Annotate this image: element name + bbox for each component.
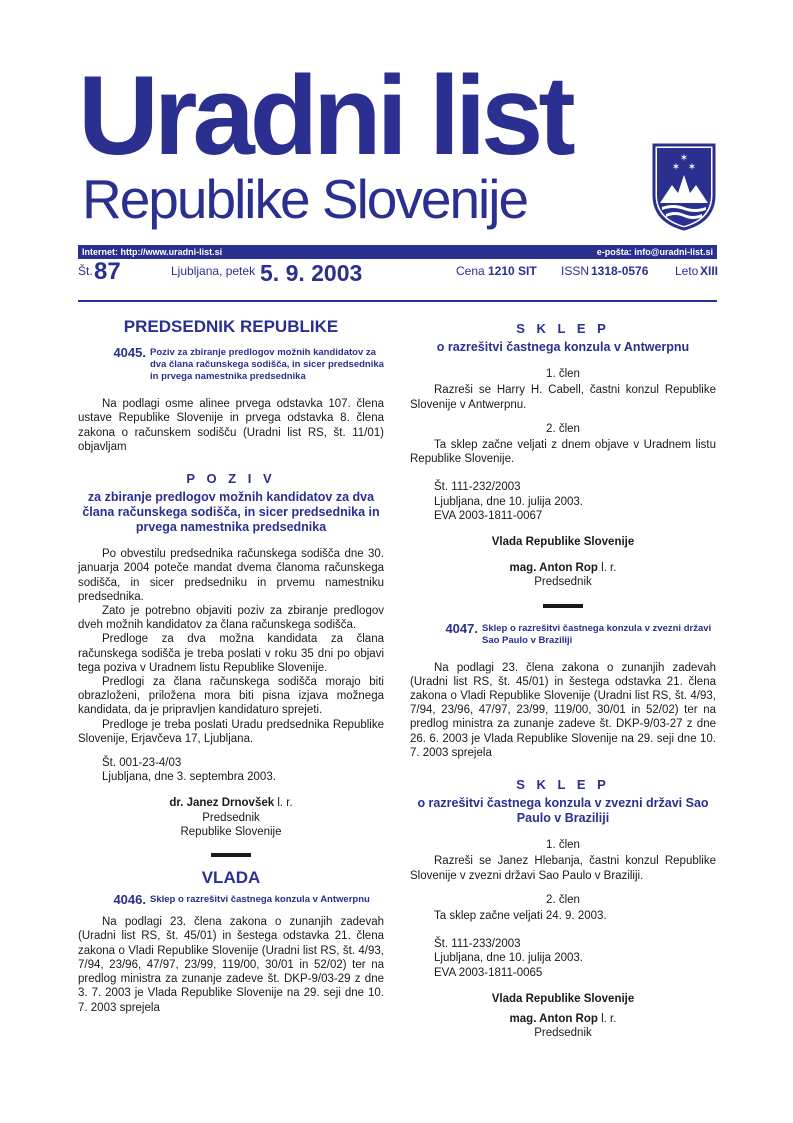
signatory-role: Predsednik	[202, 811, 260, 824]
signature	[78, 796, 384, 839]
signatory-lr: l. r.	[597, 562, 617, 575]
section-title-government: VLADA	[201, 868, 261, 888]
entry-number: 4047.	[445, 620, 478, 636]
email-link[interactable]: e-pošta: info@uradni-list.si	[596, 247, 713, 257]
issn-value: 1318-0576	[591, 264, 649, 278]
signatory-name: dr. Janez Drnovšek	[169, 797, 275, 810]
reference-eva: EVA 2003-1811-0065	[434, 966, 543, 979]
issue-number-label: Št.	[78, 264, 93, 278]
left-column	[78, 318, 384, 1015]
government-signature: Vlada Republike Slovenije	[491, 992, 635, 1005]
issue-number: 87	[94, 258, 121, 285]
masthead-subtitle: Republike Slovenije	[82, 168, 528, 230]
entry-title: Poziv za zbiranje predlogov možnih kandidatov za dva člana računskega sodišča, in sicer predsednika in prvega namestnika predsednika	[150, 347, 384, 383]
svg-text:✶: ✶	[687, 162, 697, 173]
entry-number: 4045.	[113, 345, 146, 361]
issue-line	[78, 258, 719, 292]
reference-block	[78, 756, 384, 784]
intro-paragraph: Na podlagi osme alinee prvega odstavka 107. člena ustave Republike Slovenije in prvega odstavka 8. člena zakona o računskem sodišču (Uradni list RS, št. 11/01) objavljam	[78, 398, 384, 453]
reference-block	[410, 480, 716, 523]
reference-date: Ljubljana, dne 10. julija 2003.	[434, 952, 583, 965]
paragraph: Na podlagi 23. člena zakona o zunanjih zadevah (Uradni list RS, št. 45/01) in šestega odstavka 21. člena zakona o Vladi Republike Slovenije (Uradni list RS, št. 4/93, 7/94, 23/96, 47/97, 23/99, 119/00, 30/01 in 52/02) ter na predlog ministra za zunanje zadeve št. DKP-9/03-29 z dne 3. 7. 2003 je Vlada Republike Slovenije na 29. seji dne 10. 7. 2003 sprejela	[78, 916, 384, 1014]
sklep-subtitle: o razrešitvi častnega konzula v zvezni državi Sao Paulo v Braziliji	[417, 796, 709, 826]
signatory-name: mag. Anton Rop	[509, 1013, 598, 1026]
svg-text:✶: ✶	[671, 162, 681, 173]
entry-4046[interactable]	[78, 893, 384, 907]
paragraph: Zato je potrebno objaviti poziv za zbiranje predlogov dveh možnih kandidatov za člana računskega sodišča.	[78, 605, 384, 632]
reference-block	[410, 937, 716, 980]
signatory-role: Predsednik	[534, 1027, 592, 1040]
issn-label: ISSN	[561, 264, 590, 278]
section-title-president: PREDSEDNIK REPUBLIKE	[123, 317, 339, 336]
masthead-title: Uradni list	[78, 53, 571, 178]
header-rule	[78, 300, 717, 302]
paragraph: Razreši se Harry H. Cabell, častni konzul Republike Slovenije v Antwerpnu.	[410, 384, 716, 411]
coat-of-arms-icon	[652, 143, 716, 231]
price-value: 1210 SIT	[488, 264, 537, 278]
paragraph: Predloge je treba poslati Uradu predsednika Republike Slovenije, Erjavčeva 17, Ljubljana.	[78, 718, 384, 745]
poziv-subtitle: za zbiranje predlogov možnih kandidatov za dva člana računskega sodišča, in sicer predsednika in prvega namestnika predsednika	[82, 490, 380, 535]
paragraph: Predlogi za člana računskega sodišča morajo biti obrazloženi, priložena mora biti pisna izjava možnega kandidata, da je pripravljen kandidaturo sprejeti.	[78, 676, 384, 717]
issue-date: 5. 9. 2003	[260, 260, 363, 286]
entry-title: Sklep o razrešitvi častnega konzula v Antwerpnu	[150, 894, 370, 906]
internet-link[interactable]: Internet: http://www.uradni-list.si	[82, 247, 223, 257]
price-label: Cena	[456, 264, 485, 278]
entry-number: 4046.	[113, 892, 146, 908]
paragraph: Po obvestilu predsednika računskega sodišča dne 30. januarja 2004 poteče mandat dvema članoma računskega sodišča, in sicer predsedniku in prvemu namestniku predsednika.	[78, 548, 384, 603]
entry-title: Sklep o razrešitvi častnega konzula v zvezni državi Sao Paulo v Braziliji	[482, 622, 712, 646]
article-heading: 1. člen	[546, 839, 580, 852]
reference-date: Ljubljana, dne 3. septembra 2003.	[102, 771, 276, 784]
paragraph: Razreši se Janez Hlebanja, častni konzul Republike Slovenije v zvezni državi Sao Paulo v Braziliji.	[410, 855, 716, 882]
reference-eva: EVA 2003-1811-0067	[434, 509, 543, 522]
article-heading: 2. člen	[546, 422, 580, 435]
article-heading: 1. člen	[546, 368, 580, 381]
sklep-subtitle: o razrešitvi častnega konzula v Antwerpnu	[436, 340, 690, 355]
issue-place-day: Ljubljana, petek	[171, 264, 256, 278]
entry-4047[interactable]	[410, 622, 716, 647]
paragraph: Na podlagi 23. člena zakona o zunanjih zadevah (Uradni list RS, št. 45/01) in šestega odstavka 21. člena zakona o Vladi Republike Slovenije (Uradni list RS, št. 4/93, 7/94, 23/96, 47/97, 23/99, 119/00, 30/01 in 52/02) ter na predlog ministra za zunanje zadeve št. DKP-9/03-27 z dne 26. 6. 2003 je Vlada Republike Slovenije na 29. seji dne 10. 7. 2003 sprejela	[410, 661, 716, 759]
paragraph: Ta sklep začne veljati z dnem objave v Uradnem listu Republike Slovenije.	[410, 439, 716, 466]
svg-text:✶: ✶	[679, 153, 689, 164]
article-heading: 2. člen	[546, 893, 580, 906]
signatory-lr: l. r.	[597, 1013, 617, 1026]
reference-number: Št. 111-232/2003	[434, 481, 521, 494]
paragraph: Ta sklep začne veljati 24. 9. 2003.	[434, 910, 607, 923]
contact-bar	[78, 245, 717, 259]
sklep-heading: S K L E P	[516, 321, 610, 336]
right-column	[410, 318, 716, 1041]
signature	[410, 1012, 716, 1040]
year-label: Leto	[675, 264, 699, 278]
poziv-heading: P O Z I V	[186, 471, 276, 487]
entry-4045[interactable]	[78, 346, 384, 383]
year-value: XIII	[700, 264, 719, 278]
sklep-heading: S K L E P	[516, 777, 610, 793]
signatory-role: Republike Slovenije	[180, 825, 282, 838]
signature	[410, 561, 716, 589]
reference-number: Št. 001-23-4/03	[102, 757, 182, 770]
signatory-name: mag. Anton Rop	[509, 562, 598, 575]
separator	[543, 604, 583, 608]
signatory-lr: l. r.	[274, 797, 293, 810]
signatory-role: Predsednik	[534, 576, 592, 589]
paragraph: Predloge za dva možna kandidata za člana računskega sodišča je treba poslati v roku 35 dni po objavi tega poziva v Uradnem listu Republike Slovenije.	[78, 633, 384, 674]
reference-number: Št. 111-233/2003	[434, 938, 521, 951]
separator	[211, 853, 251, 857]
reference-date: Ljubljana, dne 10. julija 2003.	[434, 495, 583, 508]
government-signature: Vlada Republike Slovenije	[491, 536, 635, 549]
